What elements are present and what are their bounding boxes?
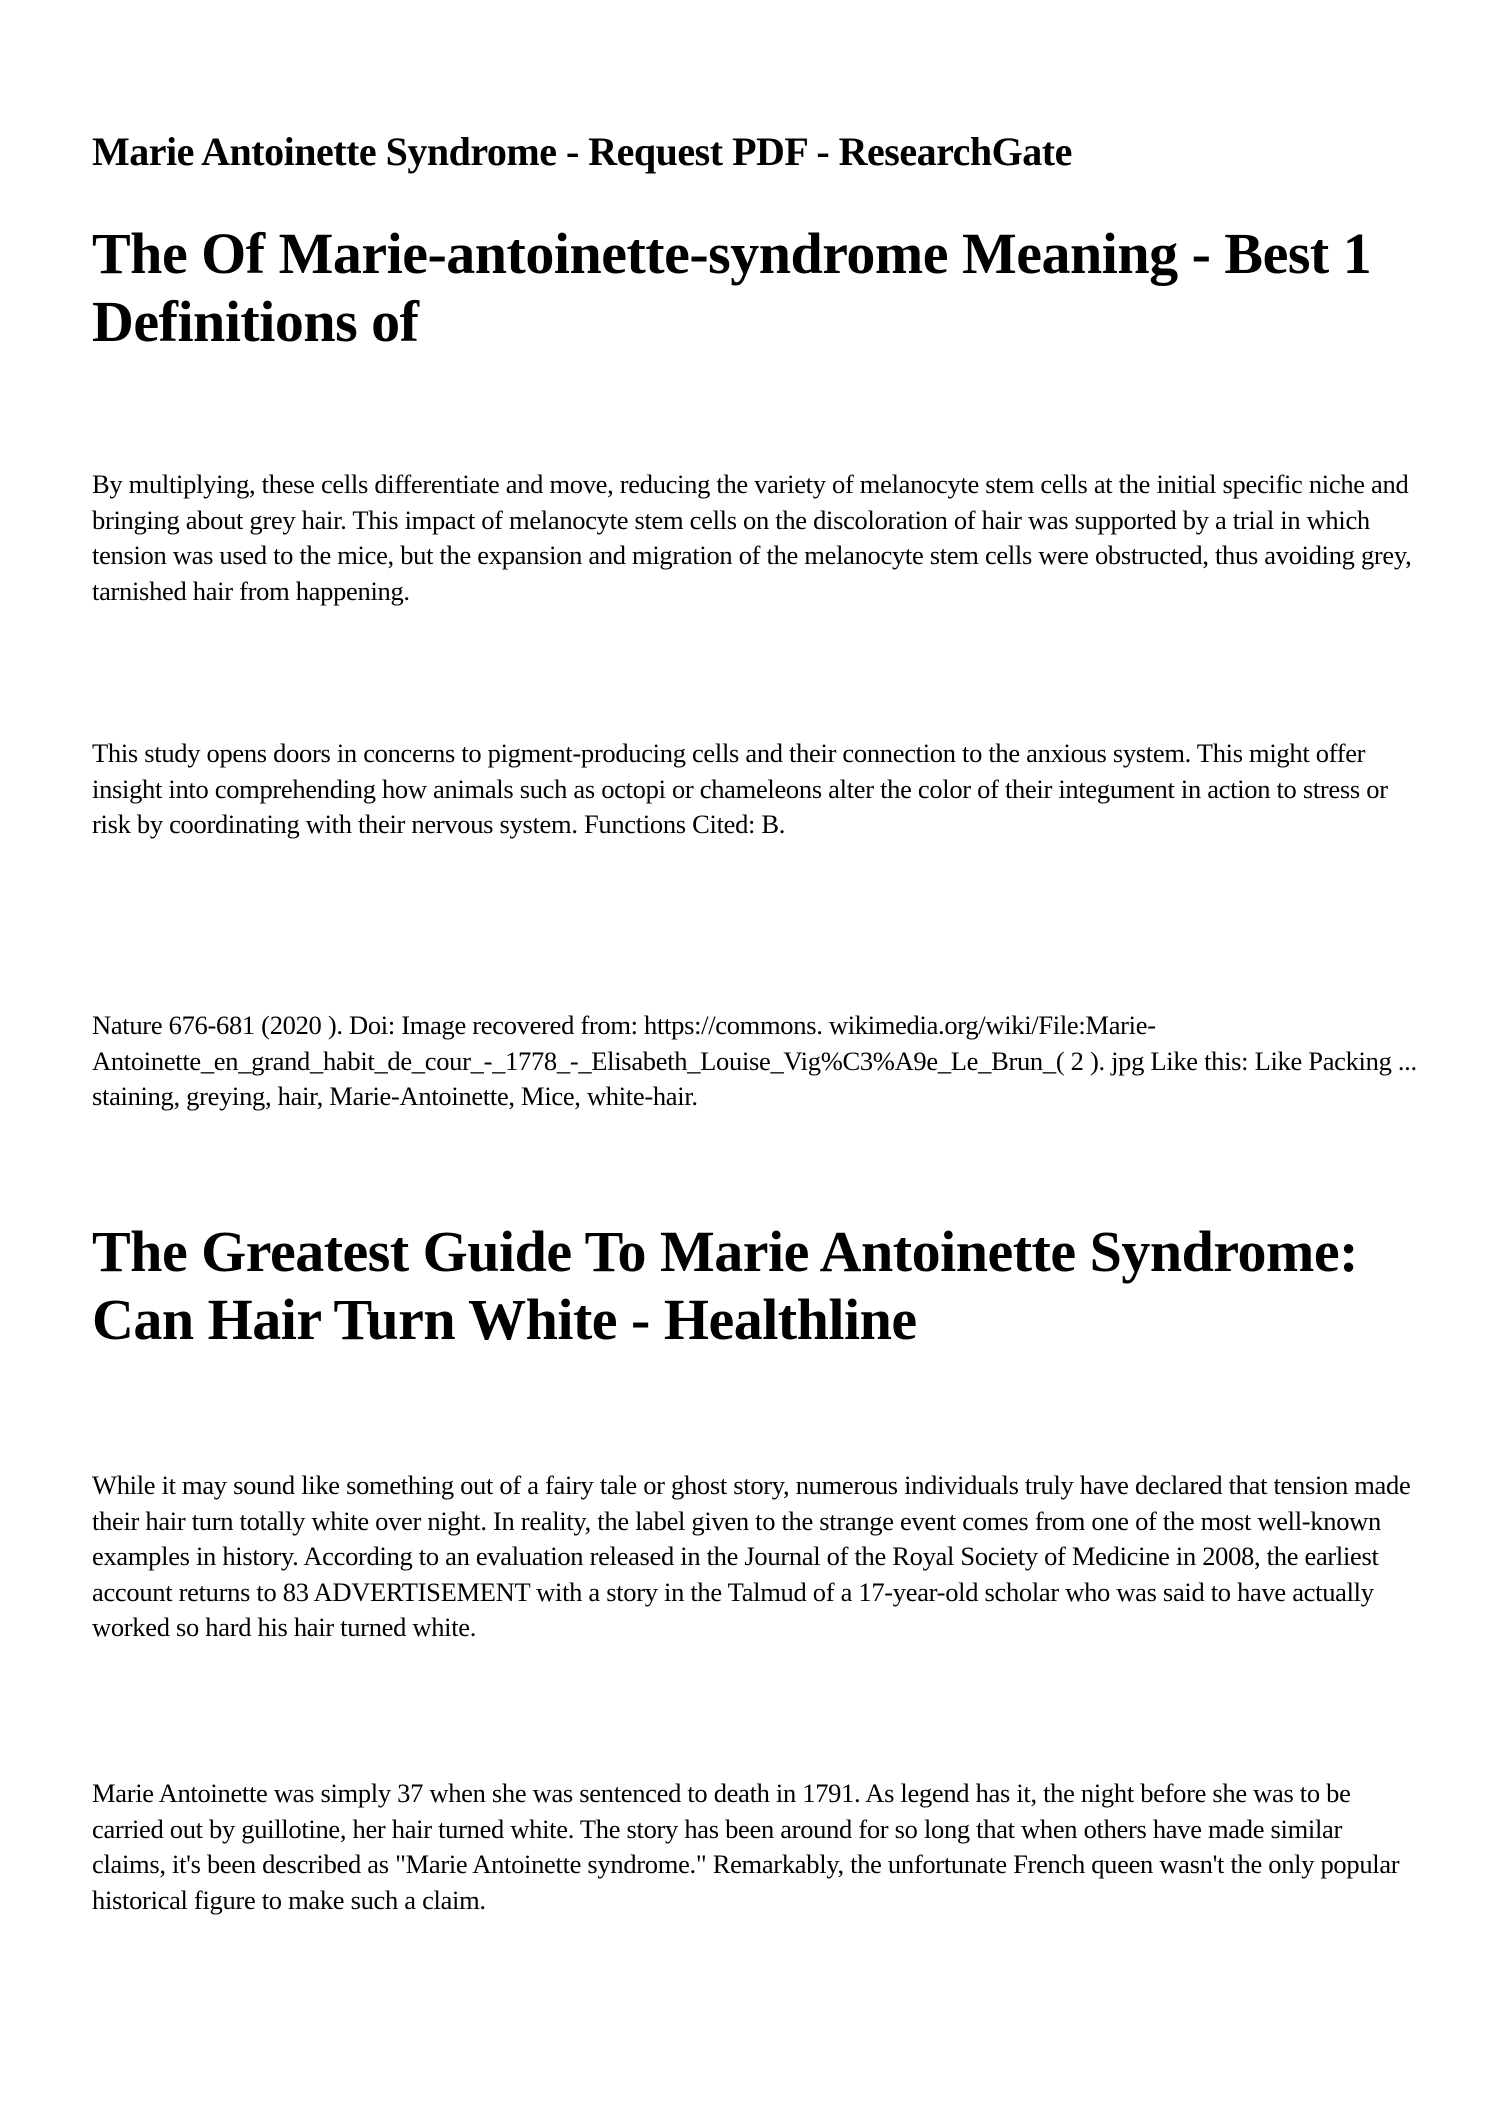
paragraph: Marie Antoinette was simply 37 when she was sentenced to death in 1791. As legend has it, the night before she was to be carried out by guillotine, her hair turned white. The story has been around for so long that when others have made similar claims, it's been described as "Marie Antoinette syndrome." Remarkably, the unfortunate French queen wasn't the only popular historical figure to make such a claim. <box>92 1778 1400 1915</box>
section-heading-2: The Greatest Guide To Marie Antoinette Syndrome: Can Hair Turn White - Healthline <box>92 1219 1358 1352</box>
paragraph: Nature 676-681 (2020 ). Doi: Image recovered from: https://commons. wikimedia.org/wiki/File:Marie-Antoinette_en_grand_habit_de_cour_-_1778_-_Elisabeth_Louise_Vig%C3%A9e_Le_Brun_( 2 ). jpg Like this: Like Packing ... staining, greying, hair, Marie-Antoinette, Mice, white-hair. <box>92 1010 1417 1111</box>
document-title: Marie Antoinette Syndrome - Request PDF - ResearchGate <box>92 129 1072 174</box>
paragraph: By multiplying, these cells differentiate and move, reducing the variety of melanocyte stem cells at the initial specific niche and bringing about grey hair. This impact of melanocyte stem cells on the discoloration of hair was supported by a trial in which tension was used to the mice, but the expansion and migration of the melanocyte stem cells were obstructed, thus avoiding grey, tarnished hair from happening. <box>92 469 1412 606</box>
paragraph: This study opens doors in concerns to pigment-producing cells and their connection to the anxious system. This might offer insight into comprehending how animals such as octopi or chameleons alter the color of their integument in action to stress or risk by coordinating with their nervous system. Functions Cited: B. <box>92 738 1388 839</box>
section-heading-1: The Of Marie-antoinette-syndrome Meaning - Best 1 Definitions of <box>92 221 1372 354</box>
paragraph: While it may sound like something out of a fairy tale or ghost story, numerous individuals truly have declared that tension made their hair turn totally white over night. In reality, the label given to the strange event comes from one of the most well-known examples in history. According to an evaluation released in the Journal of the Royal Society of Medicine in 2008, the earliest account returns to 83 ADVERTISEMENT with a story in the Talmud of a 17-year-old scholar who was said to have actually worked so hard his hair turned white. <box>92 1470 1411 1642</box>
